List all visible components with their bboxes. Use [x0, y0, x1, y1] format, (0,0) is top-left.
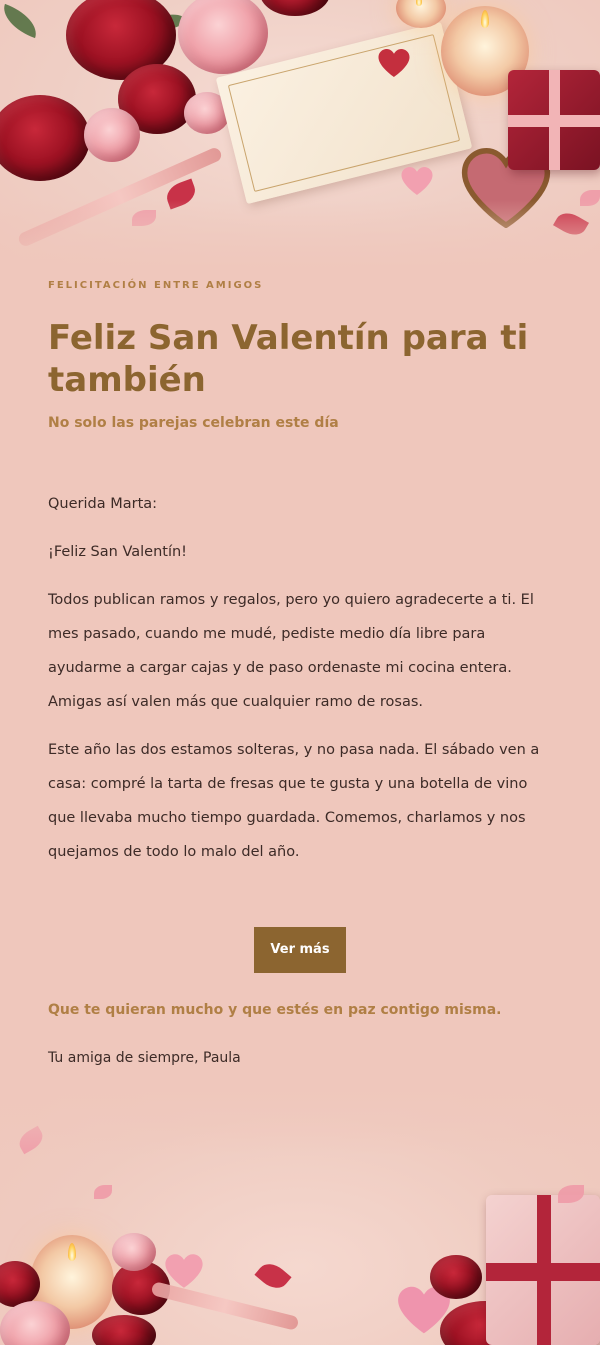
gift-icon: [508, 70, 600, 170]
cta-container: [0, 927, 600, 973]
letter-wish: ¡Feliz San Valentín!: [48, 544, 187, 560]
flame-icon: [481, 10, 489, 28]
pink-rose-icon: [112, 1233, 156, 1271]
petal-icon: [553, 208, 589, 240]
pink-rose-icon: [84, 108, 140, 162]
petal-icon: [94, 1185, 112, 1199]
closing-line: Que te quieran mucho y que estés en paz contigo misma.: [48, 1002, 502, 1018]
heart-icon: [400, 166, 434, 196]
page-subtitle: No solo las parejas celebran este día: [48, 415, 339, 431]
petal-icon: [580, 190, 600, 206]
red-rose-icon: [260, 0, 330, 16]
pink-rose-icon: [178, 0, 268, 74]
signature: Tu amiga de siempre, Paula: [48, 1050, 241, 1066]
email-body: [48, 280, 558, 883]
gift-icon: [486, 1195, 600, 1345]
heart-icon: [164, 1253, 204, 1289]
petal-icon: [15, 1126, 47, 1155]
leaf-icon: [0, 4, 43, 38]
eyebrow-label: FELICITACIÓN ENTRE AMIGOS: [48, 280, 264, 291]
letter-paragraph: Este año las dos estamos solteras, y no pasa nada. El sábado ven a casa: compré la tarta de fresas que te gusta y una botella de vino que llevaba mucho tiempo guardada. Comemos, charlamos y nos quejamos de todo lo malo del año.: [48, 742, 540, 860]
red-rose-icon: [0, 95, 90, 181]
petal-icon: [254, 1258, 291, 1294]
letter-greeting: Querida Marta:: [48, 496, 158, 512]
letter-paragraph: Todos publican ramos y regalos, pero yo quiero agradecerte a ti. El mes pasado, cuando me mudé, pediste medio día libre para ayudarme a cargar cajas y de paso ordenaste mi cocina entera. Amigas así valen más que cualquier ramo de rosas.: [48, 592, 534, 710]
red-rose-icon: [430, 1255, 482, 1299]
petal-icon: [132, 210, 156, 226]
page-title: Feliz San Valentín para ti también: [48, 318, 529, 400]
heart-icon: [376, 48, 412, 78]
letter-body: [48, 487, 558, 869]
footer-decoration: [0, 1085, 600, 1345]
petal-icon: [163, 179, 199, 210]
see-more-button[interactable]: Ver más: [254, 927, 346, 973]
header-decoration: [0, 0, 600, 270]
red-rose-icon: [92, 1315, 156, 1345]
flame-icon: [68, 1243, 76, 1261]
